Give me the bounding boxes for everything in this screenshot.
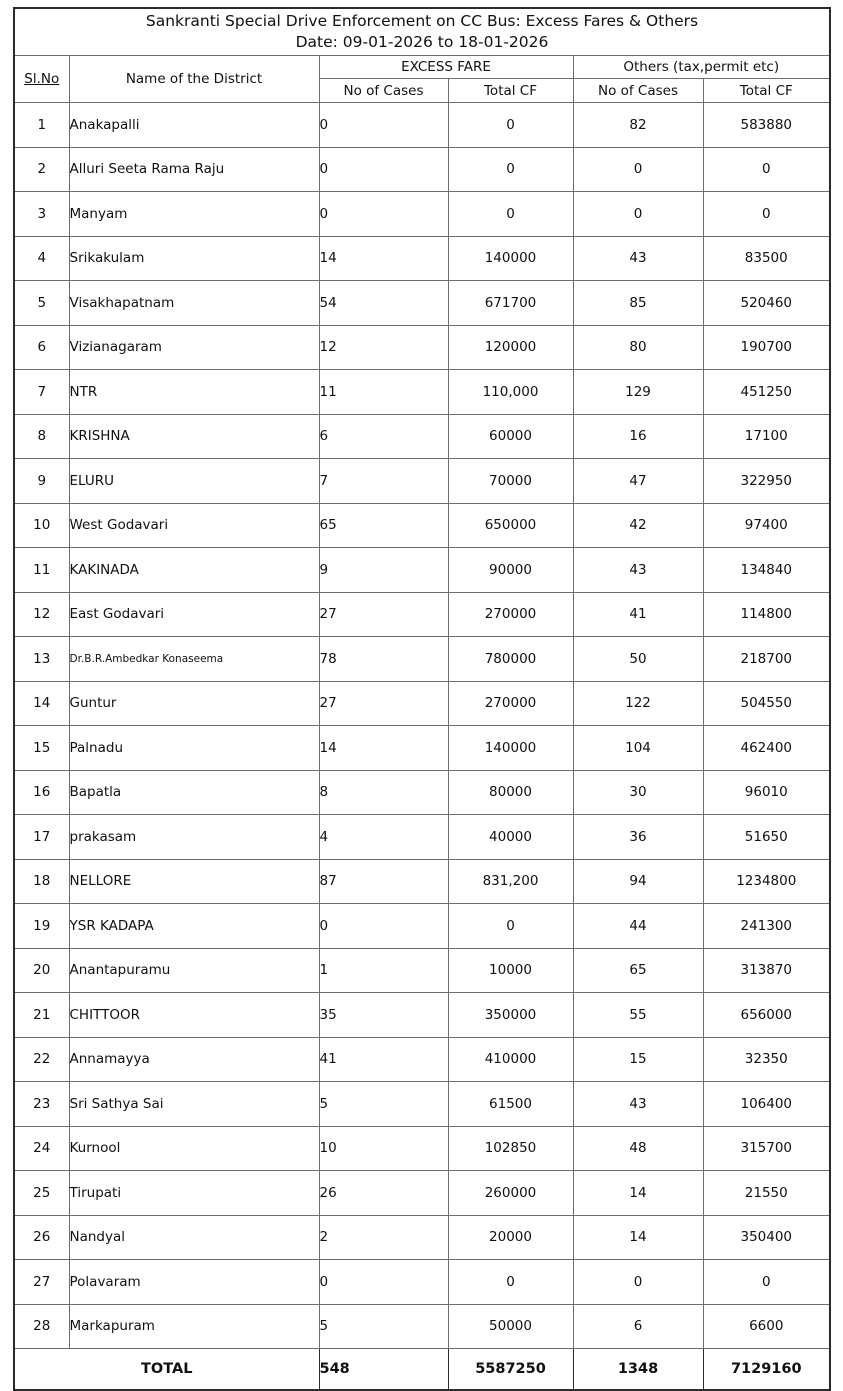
row-others-cases: 43 xyxy=(573,236,703,281)
row-others-cases: 42 xyxy=(573,503,703,548)
row-district-name: Polavaram xyxy=(69,1260,319,1305)
row-excess-total-cf: 831,200 xyxy=(448,859,573,904)
row-district-name: CHITTOOR xyxy=(69,993,319,1038)
row-others-cases: 15 xyxy=(573,1037,703,1082)
row-others-total-cf: 322950 xyxy=(703,459,830,504)
table-row xyxy=(14,1260,830,1305)
row-district-name: Markapuram xyxy=(69,1304,319,1349)
row-excess-cases: 65 xyxy=(319,503,448,548)
row-district-name: KAKINADA xyxy=(69,548,319,593)
row-others-cases: 94 xyxy=(573,859,703,904)
row-sl-no: 1 xyxy=(14,103,69,148)
row-others-total-cf: 520460 xyxy=(703,281,830,326)
row-district-name: Annamayya xyxy=(69,1037,319,1082)
total-excess-cases: 548 xyxy=(319,1349,448,1391)
table-row xyxy=(14,147,830,192)
report-title-line2: Date: 09-01-2026 to 18-01-2026 xyxy=(295,33,549,51)
header-group-others: Others (tax,permit etc) xyxy=(573,56,830,79)
row-sl-no: 2 xyxy=(14,147,69,192)
row-excess-total-cf: 110,000 xyxy=(448,370,573,415)
row-excess-cases: 5 xyxy=(319,1304,448,1349)
header-group-excess-fare: EXCESS FARE xyxy=(319,56,573,79)
title-row xyxy=(14,8,830,56)
table-row xyxy=(14,281,830,326)
row-excess-total-cf: 780000 xyxy=(448,637,573,682)
row-excess-cases: 0 xyxy=(319,103,448,148)
row-sl-no: 22 xyxy=(14,1037,69,1082)
row-others-cases: 16 xyxy=(573,414,703,459)
row-excess-total-cf: 260000 xyxy=(448,1171,573,1216)
row-others-total-cf: 218700 xyxy=(703,637,830,682)
row-excess-cases: 78 xyxy=(319,637,448,682)
row-excess-cases: 11 xyxy=(319,370,448,415)
row-sl-no: 15 xyxy=(14,726,69,771)
row-others-cases: 85 xyxy=(573,281,703,326)
header-district: Name of the District xyxy=(69,56,319,103)
row-others-total-cf: 114800 xyxy=(703,592,830,637)
row-sl-no: 11 xyxy=(14,548,69,593)
row-sl-no: 14 xyxy=(14,681,69,726)
row-others-cases: 0 xyxy=(573,192,703,237)
table-row xyxy=(14,1082,830,1127)
table-row xyxy=(14,993,830,1038)
row-others-cases: 0 xyxy=(573,1260,703,1305)
row-others-cases: 48 xyxy=(573,1126,703,1171)
row-others-total-cf: 313870 xyxy=(703,948,830,993)
row-district-name: Anakapalli xyxy=(69,103,319,148)
row-district-name: Dr.B.R.Ambedkar Konaseema xyxy=(69,637,319,682)
row-district-name: Kurnool xyxy=(69,1126,319,1171)
row-excess-cases: 1 xyxy=(319,948,448,993)
report-title xyxy=(14,8,830,56)
table-row xyxy=(14,948,830,993)
row-excess-total-cf: 0 xyxy=(448,103,573,148)
row-others-total-cf: 51650 xyxy=(703,815,830,860)
row-district-name: prakasam xyxy=(69,815,319,860)
row-excess-cases: 26 xyxy=(319,1171,448,1216)
row-others-total-cf: 451250 xyxy=(703,370,830,415)
row-others-total-cf: 350400 xyxy=(703,1215,830,1260)
row-sl-no: 19 xyxy=(14,904,69,949)
row-sl-no: 26 xyxy=(14,1215,69,1260)
row-excess-cases: 0 xyxy=(319,904,448,949)
row-excess-cases: 0 xyxy=(319,1260,448,1305)
table-row xyxy=(14,414,830,459)
row-others-cases: 82 xyxy=(573,103,703,148)
row-excess-cases: 27 xyxy=(319,681,448,726)
row-others-cases: 80 xyxy=(573,325,703,370)
row-excess-total-cf: 120000 xyxy=(448,325,573,370)
row-excess-total-cf: 40000 xyxy=(448,815,573,860)
row-district-name: Palnadu xyxy=(69,726,319,771)
row-district-name: Vizianagaram xyxy=(69,325,319,370)
row-others-total-cf: 32350 xyxy=(703,1037,830,1082)
table-row xyxy=(14,726,830,771)
row-others-cases: 104 xyxy=(573,726,703,771)
row-others-cases: 47 xyxy=(573,459,703,504)
row-others-total-cf: 1234800 xyxy=(703,859,830,904)
row-sl-no: 16 xyxy=(14,770,69,815)
row-others-cases: 36 xyxy=(573,815,703,860)
table-row xyxy=(14,592,830,637)
row-others-cases: 122 xyxy=(573,681,703,726)
table-row xyxy=(14,637,830,682)
row-others-cases: 55 xyxy=(573,993,703,1038)
table-row xyxy=(14,325,830,370)
table-row xyxy=(14,904,830,949)
header-others-no-of-cases: No of Cases xyxy=(573,79,703,103)
header-excess-total-cf: Total CF xyxy=(448,79,573,103)
table-row xyxy=(14,459,830,504)
table-row xyxy=(14,1304,830,1349)
row-others-total-cf: 656000 xyxy=(703,993,830,1038)
row-excess-cases: 6 xyxy=(319,414,448,459)
row-sl-no: 20 xyxy=(14,948,69,993)
row-others-cases: 41 xyxy=(573,592,703,637)
row-excess-total-cf: 0 xyxy=(448,192,573,237)
row-excess-total-cf: 50000 xyxy=(448,1304,573,1349)
row-excess-total-cf: 20000 xyxy=(448,1215,573,1260)
row-excess-total-cf: 410000 xyxy=(448,1037,573,1082)
row-sl-no: 5 xyxy=(14,281,69,326)
row-sl-no: 23 xyxy=(14,1082,69,1127)
row-excess-cases: 12 xyxy=(319,325,448,370)
row-others-total-cf: 0 xyxy=(703,1260,830,1305)
row-excess-total-cf: 70000 xyxy=(448,459,573,504)
row-district-name: Visakhapatnam xyxy=(69,281,319,326)
table-row xyxy=(14,770,830,815)
row-excess-total-cf: 650000 xyxy=(448,503,573,548)
table-row xyxy=(14,1126,830,1171)
row-district-name: Tirupati xyxy=(69,1171,319,1216)
table-row xyxy=(14,103,830,148)
row-sl-no: 21 xyxy=(14,993,69,1038)
row-excess-total-cf: 10000 xyxy=(448,948,573,993)
row-others-total-cf: 583880 xyxy=(703,103,830,148)
row-excess-total-cf: 60000 xyxy=(448,414,573,459)
row-others-total-cf: 0 xyxy=(703,192,830,237)
row-sl-no: 24 xyxy=(14,1126,69,1171)
row-excess-cases: 5 xyxy=(319,1082,448,1127)
row-district-name: Guntur xyxy=(69,681,319,726)
header-sl-no xyxy=(14,56,69,103)
row-district-name: Anantapuramu xyxy=(69,948,319,993)
total-excess-cf: 5587250 xyxy=(448,1349,573,1391)
header-others-total-cf: Total CF xyxy=(703,79,830,103)
total-label: TOTAL xyxy=(14,1349,319,1391)
table-row xyxy=(14,236,830,281)
row-sl-no: 8 xyxy=(14,414,69,459)
row-sl-no: 3 xyxy=(14,192,69,237)
row-excess-cases: 8 xyxy=(319,770,448,815)
row-sl-no: 6 xyxy=(14,325,69,370)
row-others-cases: 43 xyxy=(573,548,703,593)
row-others-cases: 50 xyxy=(573,637,703,682)
row-sl-no: 27 xyxy=(14,1260,69,1305)
row-district-name: Sri Sathya Sai xyxy=(69,1082,319,1127)
row-others-cases: 14 xyxy=(573,1171,703,1216)
row-district-name: NELLORE xyxy=(69,859,319,904)
row-others-total-cf: 106400 xyxy=(703,1082,830,1127)
row-others-total-cf: 241300 xyxy=(703,904,830,949)
row-sl-no: 12 xyxy=(14,592,69,637)
table-row xyxy=(14,681,830,726)
table-body xyxy=(14,103,830,1349)
row-excess-cases: 14 xyxy=(319,236,448,281)
row-excess-total-cf: 270000 xyxy=(448,592,573,637)
report-title-line1: Sankranti Special Drive Enforcement on CC Bus: Excess Fares & Others xyxy=(145,12,699,30)
row-excess-cases: 7 xyxy=(319,459,448,504)
row-sl-no: 7 xyxy=(14,370,69,415)
row-others-cases: 14 xyxy=(573,1215,703,1260)
row-district-name: Manyam xyxy=(69,192,319,237)
row-excess-cases: 4 xyxy=(319,815,448,860)
row-excess-total-cf: 140000 xyxy=(448,236,573,281)
row-sl-no: 13 xyxy=(14,637,69,682)
row-others-total-cf: 83500 xyxy=(703,236,830,281)
row-others-cases: 65 xyxy=(573,948,703,993)
row-others-cases: 129 xyxy=(573,370,703,415)
row-others-cases: 30 xyxy=(573,770,703,815)
row-excess-total-cf: 61500 xyxy=(448,1082,573,1127)
row-others-cases: 0 xyxy=(573,147,703,192)
table-row xyxy=(14,192,830,237)
row-others-total-cf: 96010 xyxy=(703,770,830,815)
row-others-total-cf: 0 xyxy=(703,147,830,192)
row-excess-total-cf: 80000 xyxy=(448,770,573,815)
report-sheet xyxy=(13,7,829,1391)
row-excess-cases: 35 xyxy=(319,993,448,1038)
total-others-cf: 7129160 xyxy=(703,1349,830,1391)
row-excess-cases: 27 xyxy=(319,592,448,637)
row-excess-total-cf: 270000 xyxy=(448,681,573,726)
row-excess-total-cf: 0 xyxy=(448,147,573,192)
row-excess-cases: 0 xyxy=(319,147,448,192)
row-others-total-cf: 97400 xyxy=(703,503,830,548)
row-others-cases: 43 xyxy=(573,1082,703,1127)
row-sl-no: 18 xyxy=(14,859,69,904)
row-others-cases: 6 xyxy=(573,1304,703,1349)
row-excess-cases: 10 xyxy=(319,1126,448,1171)
row-district-name: YSR KADAPA xyxy=(69,904,319,949)
row-district-name: Srikakulam xyxy=(69,236,319,281)
row-district-name: East Godavari xyxy=(69,592,319,637)
row-district-name: ELURU xyxy=(69,459,319,504)
table-row xyxy=(14,859,830,904)
row-excess-cases: 14 xyxy=(319,726,448,771)
total-others-cases: 1348 xyxy=(573,1349,703,1391)
row-sl-no: 25 xyxy=(14,1171,69,1216)
table-row xyxy=(14,370,830,415)
row-excess-total-cf: 90000 xyxy=(448,548,573,593)
row-others-total-cf: 6600 xyxy=(703,1304,830,1349)
table-row xyxy=(14,1171,830,1216)
row-others-total-cf: 21550 xyxy=(703,1171,830,1216)
row-excess-total-cf: 140000 xyxy=(448,726,573,771)
enforcement-table xyxy=(13,7,831,1391)
row-district-name: KRISHNA xyxy=(69,414,319,459)
row-others-total-cf: 504550 xyxy=(703,681,830,726)
row-excess-total-cf: 671700 xyxy=(448,281,573,326)
header-excess-no-of-cases: No of Cases xyxy=(319,79,448,103)
row-others-total-cf: 17100 xyxy=(703,414,830,459)
row-others-total-cf: 190700 xyxy=(703,325,830,370)
row-excess-cases: 87 xyxy=(319,859,448,904)
row-sl-no: 9 xyxy=(14,459,69,504)
row-excess-total-cf: 102850 xyxy=(448,1126,573,1171)
table-row xyxy=(14,1215,830,1260)
header-sl-no-label: Sl.No xyxy=(24,71,60,87)
row-others-cases: 44 xyxy=(573,904,703,949)
row-others-total-cf: 315700 xyxy=(703,1126,830,1171)
row-excess-total-cf: 350000 xyxy=(448,993,573,1038)
row-district-name: Nandyal xyxy=(69,1215,319,1260)
table-row xyxy=(14,503,830,548)
header-row-groups xyxy=(14,56,830,79)
table-row xyxy=(14,548,830,593)
table-row xyxy=(14,815,830,860)
row-district-name: Bapatla xyxy=(69,770,319,815)
row-others-total-cf: 134840 xyxy=(703,548,830,593)
row-excess-cases: 9 xyxy=(319,548,448,593)
row-district-name: West Godavari xyxy=(69,503,319,548)
row-sl-no: 17 xyxy=(14,815,69,860)
row-sl-no: 10 xyxy=(14,503,69,548)
table-header xyxy=(14,8,830,103)
row-sl-no: 28 xyxy=(14,1304,69,1349)
row-excess-cases: 0 xyxy=(319,192,448,237)
row-excess-cases: 54 xyxy=(319,281,448,326)
row-district-name: NTR xyxy=(69,370,319,415)
row-excess-total-cf: 0 xyxy=(448,1260,573,1305)
row-others-total-cf: 462400 xyxy=(703,726,830,771)
row-excess-cases: 41 xyxy=(319,1037,448,1082)
row-excess-total-cf: 0 xyxy=(448,904,573,949)
row-district-name: Alluri Seeta Rama Raju xyxy=(69,147,319,192)
table-row xyxy=(14,1037,830,1082)
row-sl-no: 4 xyxy=(14,236,69,281)
row-excess-cases: 2 xyxy=(319,1215,448,1260)
